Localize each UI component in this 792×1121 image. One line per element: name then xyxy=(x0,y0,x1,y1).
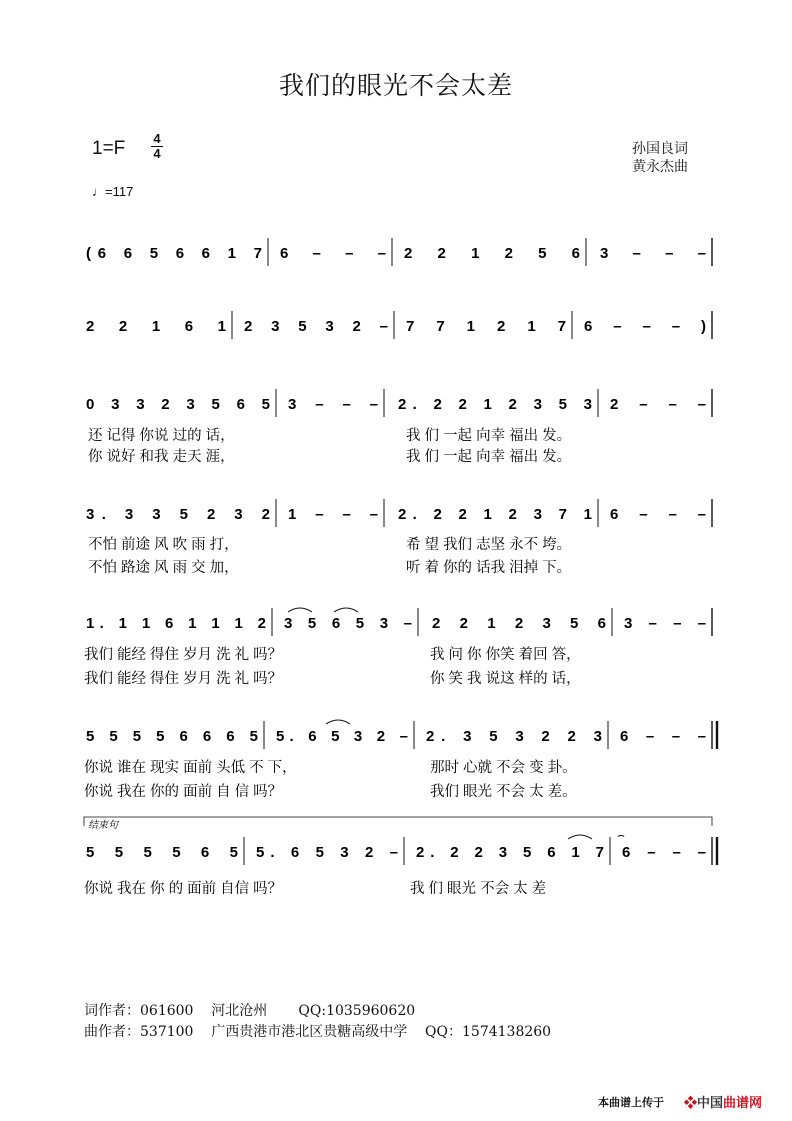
measure-notes: 1. 1 1 6 1 1 1 2 xyxy=(86,615,266,632)
lyric-line: 我 们 一起 向幸 福出 发。 xyxy=(406,449,572,465)
segment-label: 结束句 xyxy=(88,820,118,831)
measure-notes: 3 – – – xyxy=(624,615,706,632)
lyricist-credit: 孙国良词 xyxy=(632,141,688,157)
measure-notes: 1 – – – xyxy=(288,506,378,523)
time-signature-bottom: 4 xyxy=(153,146,161,161)
key-signature: 1=F xyxy=(92,138,126,159)
measure-notes: 7 7 1 2 1 7 xyxy=(406,318,566,335)
composer-credit: 黄永杰曲 xyxy=(632,159,688,175)
measure-notes: 2 2 1 6 1 xyxy=(86,318,226,335)
measure-notes: 2 – – – xyxy=(610,396,706,413)
measure-notes: 6 – – – xyxy=(622,844,706,861)
measure-notes: 6 – – – xyxy=(620,728,706,745)
measure-notes: (6 6 5 6 6 1 7 xyxy=(86,245,262,262)
lyric-line: 听 着 你的 话我 泪掉 下。 xyxy=(406,560,572,576)
measure-notes: 2. 2 2 1 2 3 7 1 xyxy=(398,506,592,523)
measure-notes: 3 5 6 5 3 – xyxy=(284,615,412,632)
lyric-line: 那时 心就 不会 变 卦。 xyxy=(430,760,577,776)
measure-notes: 5 5 5 5 6 5 xyxy=(86,844,238,861)
measure-notes: 5 5 5 5 6 6 6 5 xyxy=(86,728,258,745)
time-signature-top: 4 xyxy=(153,131,161,146)
slur xyxy=(334,608,358,612)
author-info xyxy=(84,1001,551,1043)
measure-notes: 5. 6 5 3 2 – xyxy=(276,728,408,745)
lyric-line: 你 说好 和我 走天 涯， xyxy=(88,449,235,465)
slur xyxy=(568,835,592,839)
logo-brand: 中国 xyxy=(697,1095,724,1110)
slur xyxy=(326,720,350,724)
measure-notes: 2 2 1 2 5 6 xyxy=(404,245,580,262)
measure-notes: 2. 3 5 3 2 2 3 xyxy=(426,728,602,745)
lyric-line: 不怕 路途 风 雨 交 加， xyxy=(88,560,239,576)
lyric-line: 希 望 我们 志坚 永不 垮。 xyxy=(406,537,572,553)
logo-highlight: 曲谱网 xyxy=(723,1095,763,1110)
ending-bracket xyxy=(84,817,712,826)
measure-notes: 2. 2 2 1 2 3 5 3 xyxy=(398,396,592,413)
measure-notes: 3 – – – xyxy=(288,396,378,413)
measure-notes: 6 – – – xyxy=(280,245,386,262)
measure-notes: 6 – – – xyxy=(610,506,706,523)
lyric-line: 你 笑 我 说这 样的 话， xyxy=(430,671,581,687)
upload-note: 本曲谱上传于 xyxy=(598,1097,664,1109)
lyric-line: 我们 眼光 不会 太 差。 xyxy=(430,784,577,800)
site-logo[interactable] xyxy=(684,1092,762,1111)
quarter-note-icon: ♩ xyxy=(92,184,105,199)
measure-notes: 2 2 1 2 3 5 6 xyxy=(432,615,606,632)
slur xyxy=(288,608,312,612)
fermata-icon: ⌢ xyxy=(617,828,625,842)
composer-info: 曲作者：537100 广西贵港市港北区贵糖高级中学 QQ：1574138260 xyxy=(84,1024,552,1040)
lyric-line: 你说 我在 你的 面前 自 信 吗？ xyxy=(84,784,283,800)
lyric-line: 我们 能经 得住 岁月 洗 礼 吗？ xyxy=(84,671,283,687)
lyricist-info: 词作者：061600 河北沧州 QQ:1035960620 xyxy=(84,1003,416,1019)
lyric-line: 还 记得 你说 过的 话， xyxy=(88,428,235,444)
lyric-line: 我 问 你 你笑 着回 答， xyxy=(430,647,581,663)
measure-notes: 0 3 3 2 3 5 6 5 xyxy=(86,396,270,413)
measure-notes: 3 – – – xyxy=(600,245,706,262)
measure-notes: 5. 6 5 3 2 – xyxy=(256,844,398,861)
lyric-line: 不怕 前途 风 吹 雨 打， xyxy=(88,537,239,553)
measure-notes: 2. 2 2 3 5 6 1 7 xyxy=(416,844,604,861)
measure-notes: 2 3 5 3 2 – xyxy=(244,318,388,335)
lyric-line: 我 们 眼光 不会 太 差 xyxy=(410,881,547,897)
lyric-line: 你说 我在 你 的 面前 自信 吗？ xyxy=(84,881,283,897)
measure-notes: 6 – – – ) xyxy=(584,318,706,335)
lyric-line: 我们 能经 得住 岁月 洗 礼 吗？ xyxy=(84,647,283,663)
logo-icon: ❖ xyxy=(684,1095,698,1110)
lyric-line: 你说 谁在 现实 面前 头低 不 下， xyxy=(84,760,297,776)
measure-notes: 3. 3 3 5 2 3 2 xyxy=(86,506,270,523)
tempo-value: =117 xyxy=(105,184,134,199)
page-title: 我们的眼光不会太差 xyxy=(278,71,513,100)
lyric-line: 我 们 一起 向幸 福出 发。 xyxy=(406,428,572,444)
